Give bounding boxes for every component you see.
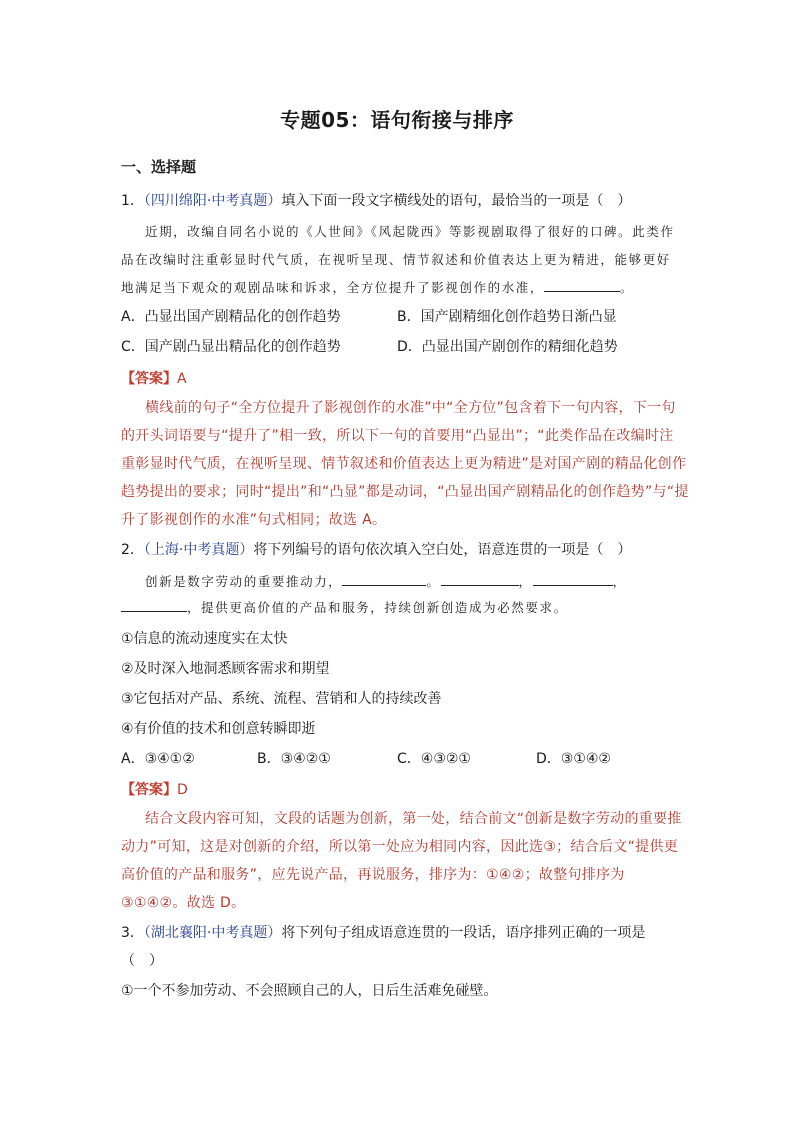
option-d: D．凸显出国产剧创作的精细化趋势 (397, 339, 618, 355)
question-1-stem (121, 190, 631, 210)
fill-blank (544, 279, 620, 292)
option-a: A．③④①② (121, 751, 195, 767)
explanation-line: 升了影视创作的水准”句式相同；故选 A。 (121, 512, 387, 528)
question-text: 填入下面一段文字横线处的语句，最恰当的一项是（ ） (281, 193, 632, 209)
answer-value: A (177, 371, 187, 387)
answer-line (121, 779, 188, 799)
explanation-line: 的开头词语要与“提升了”相一致，所以下一句的首要用“凸显出”；“此类作品在改编时注 (121, 428, 674, 444)
option-a: A．凸显出国产剧精品化的创作趋势 (121, 309, 341, 325)
passage-line (121, 278, 634, 296)
punctuation: ， (518, 574, 533, 589)
question-number: 3． (121, 925, 144, 941)
list-item: ①一个不参加劳动、不会照顾自己的人，日后生活难免碰壁。 (121, 983, 498, 999)
explanation-line: 趋势提出的要求；同时“提出”和“凸显”都是动词，“凸显出国产剧精品化的创作趋势”与“提 (121, 484, 689, 500)
explanation-line: 动力”可知，这是对创新的介绍，所以第一处应为相同内容，因此选③；结合后文“提供更 (121, 839, 679, 855)
explanation-line: 结合文段内容可知，文段的话题为创新，第一处，结合前文“创新是数字劳动的重要推 (145, 811, 682, 827)
passage-text: 创新是数字劳动的重要推动力， (145, 574, 343, 589)
list-item: ②及时深入地洞悉顾客需求和期望 (121, 661, 330, 677)
option-c: C．国产剧凸显出精品化的创作趋势 (121, 339, 341, 355)
passage-line (121, 598, 568, 616)
list-item: ④有价值的技术和创意转瞬即逝 (121, 721, 316, 737)
fill-blank (441, 573, 519, 586)
question-number: 1． (121, 193, 144, 209)
list-item: ①信息的流动速度实在太快 (121, 631, 288, 647)
answer-value: D (177, 782, 188, 798)
question-bracket: （ ） (121, 953, 163, 969)
question-source: （湖北襄阳·中考真题） (143, 925, 282, 941)
passage-text: ，提供更高价值的产品和服务，持续创新创造成为必然要求。 (187, 600, 568, 615)
answer-line (121, 368, 187, 388)
fill-blank (342, 573, 426, 586)
passage-line: 近期，改编自同名小说的《人世间》《风起陇西》等影视剧取得了很好的口碑。此类作 (145, 224, 675, 239)
explanation-line: 高价值的产品和服务”，应先说产品，再说服务，排序为：①④②；故整句排序为 (121, 867, 625, 883)
fill-blank (533, 573, 613, 586)
punctuation: 。 (426, 574, 441, 589)
option-b: B．③④②① (257, 751, 331, 767)
list-item: ③它包括对产品、系统、流程、营销和人的持续改善 (121, 691, 442, 707)
section-heading: 一、选择题 (121, 158, 197, 176)
question-source: （上海·中考真题） (143, 542, 254, 558)
option-d: D．③①④② (536, 751, 611, 767)
passage-line (145, 572, 627, 590)
question-text: 将下列句子组成语意连贯的一段话，语序排列正确的一项是 (281, 925, 646, 941)
explanation-line: 横线前的句子“全方位提升了影视创作的水准”中“全方位”包含着下一句内容，下一句 (145, 400, 676, 416)
option-b: B．国产剧精细化创作趋势日渐凸显 (397, 309, 617, 325)
passage-text: 地满足当下观众的观剧品味和诉求，全方位提升了影视创作的水准， (121, 280, 545, 295)
punctuation: ， (612, 574, 627, 589)
question-3-stem (121, 922, 645, 942)
answer-label: 【答案】 (121, 371, 177, 387)
answer-label: 【答案】 (121, 782, 177, 798)
explanation-line: 重彰显时代气质，在视听呈现、情节叙述和价值表达上更为精进”是对国产剧的精品化创作 (121, 456, 687, 472)
option-c: C．④③②① (397, 751, 471, 767)
question-source: （四川绵阳·中考真题） (143, 193, 282, 209)
fill-blank (121, 599, 187, 612)
question-number: 2． (121, 542, 144, 558)
explanation-line: ③①④②。故选 D。 (121, 895, 246, 911)
document-title: 专题05：语句衔接与排序 (280, 108, 514, 132)
passage-end: 。 (620, 280, 635, 295)
passage-line: 品在改编时注重彰显时代气质，在视听呈现、情节叙述和价值表达上更为精进，能够更好 (121, 252, 671, 267)
question-text: 将下列编号的语句依次填入空白处，语意连贯的一项是（ ） (253, 542, 632, 558)
question-2-stem (121, 539, 631, 559)
